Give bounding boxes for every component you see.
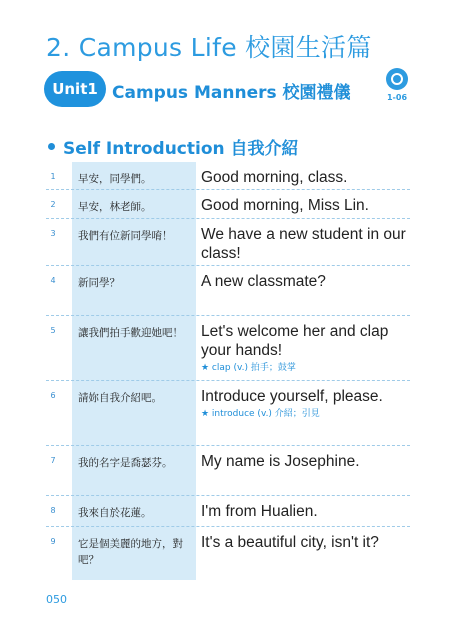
vocab-note: ★ clap (v.) 拍手；鼓掌 [201,363,296,373]
row-number: 1 [50,172,56,181]
chapter-title: 2. Campus Life 校園生活篇 [46,33,372,62]
english-sentence: I'm from Hualien. [201,503,318,520]
row-number: 4 [50,276,56,285]
chinese-sentence: 我的名字是喬瑟芬。 [78,457,173,469]
sentence-row [46,381,410,446]
english-text: Introduce yourself, please. [201,388,383,405]
chinese-sentence: 新同學？ [78,277,120,289]
vocab-note: ★ introduce (v.) 介紹；引見 [201,409,320,419]
chinese-sentence: 它是個美麗的地方，對吧？ [78,538,183,566]
row-number: 3 [50,229,56,238]
sentence-row [46,527,410,579]
row-number: 9 [50,537,56,546]
sentence-row [46,316,410,381]
chinese-sentence: 我們有位新同學唷！ [78,230,173,242]
english-sentence [201,322,406,374]
sentence-row [46,446,410,496]
unit-badge: Unit1 [44,71,106,107]
bullet-icon [48,143,55,150]
english-sentence: A new classmate? [201,273,326,290]
row-number: 7 [50,456,56,465]
section-title [48,134,299,159]
sentence-row [46,162,410,190]
row-number: 2 [50,200,56,209]
row-number: 6 [50,391,56,400]
sentence-row [46,266,410,316]
row-number: 8 [50,506,56,515]
audio-track-icon[interactable] [386,68,408,90]
chinese-sentence: 請妳自我介紹吧。 [78,392,162,404]
track-number: 1-06 [386,93,408,102]
english-sentence: My name is Josephine. [201,453,360,470]
chinese-sentence: 我來自於花蓮。 [78,507,152,519]
english-sentence: We have a new student in our class! [201,226,406,262]
english-sentence [201,387,406,420]
sentence-row [46,190,410,219]
english-sentence: Good morning, Miss Lin. [201,197,369,214]
english-sentence: Good morning, class. [201,169,348,186]
sentence-row [46,496,410,527]
english-text: Let's welcome her and clap your hands! [201,323,389,359]
chinese-sentence: 讓我們拍手歡迎她吧！ [78,327,183,339]
english-sentence: It's a beautiful city, isn't it? [201,534,379,551]
section-title-text: Self Introduction 自我介紹 [63,139,299,159]
sentence-row [46,219,410,266]
chinese-sentence: 早安，同學們。 [78,173,152,185]
row-number: 5 [50,326,56,335]
unit-title: Campus Manners 校園禮儀 [112,83,351,103]
chinese-sentence: 早安，林老師。 [78,201,152,213]
page-number: 050 [46,593,67,606]
